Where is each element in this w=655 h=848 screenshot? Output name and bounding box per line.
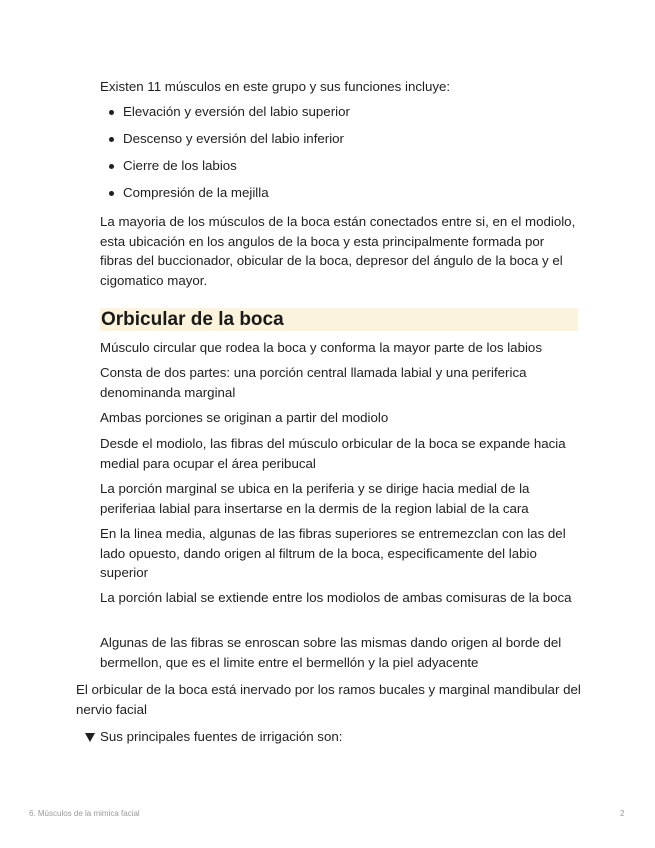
functions-list: [100, 102, 560, 210]
section-paragraph: En la linea media, algunas de las fibras superiores se entremezclan con las del lado opuesto, dando origen al filtrum de la boca, especificamente del labio superior: [100, 526, 566, 580]
list-item: Elevación y eversión del labio superior: [100, 102, 560, 129]
section-paragraph: Ambas porciones se originan a partir del modiolo: [100, 410, 389, 425]
intro-text: Existen 11 músculos en este grupo y sus funciones incluye:: [100, 79, 451, 94]
list-item: Cierre de los labios: [100, 156, 560, 183]
footer-document-title: 6. Músculos de la mimica facial: [29, 809, 140, 818]
section-paragraph: Consta de dos partes: una porción central llamada labial y una periferica denominanda marginal: [100, 365, 527, 400]
modiolo-paragraph: La mayoria de los músculos de la boca están conectados entre si, en el modiolo, esta ubicación en los angulos de la boca y esta principalmente formada por fibras del buccionador, obicular de la boca, depresor del ángulo de la boca y el cigomatico mayor.: [100, 214, 576, 288]
section-paragraph: La porción labial se extiende entre los modiolos de ambas comisuras de la boca: [100, 590, 572, 605]
footer-page-number: 2: [620, 809, 625, 818]
section-paragraph: La porción marginal se ubica en la periferia y se dirige hacia medial de la periferiaa labial para insertarse en la dermis de la region labial de la cara: [100, 481, 530, 516]
innervation-paragraph: El orbicular de la boca está inervado por los ramos bucales y marginal mandibular del nervio facial: [76, 682, 581, 717]
section-heading-highlight: [100, 308, 578, 331]
triangle-down-icon[interactable]: [85, 733, 95, 742]
section-paragraph: Desde el modiolo, las fibras del músculo orbicular de la boca se expande hacia medial para ocupar el área peribucal: [100, 436, 566, 471]
section-heading: Orbicular de la boca: [101, 309, 284, 330]
irrigation-toggle[interactable]: [85, 727, 342, 747]
section-paragraph: Músculo circular que rodea la boca y conforma la mayor parte de los labios: [100, 340, 542, 355]
list-item: Descenso y eversión del labio inferior: [100, 129, 560, 156]
toggle-label: Sus principales fuentes de irrigación son:: [100, 729, 343, 744]
section-paragraph: Algunas de las fibras se enroscan sobre las mismas dando origen al borde del bermellon, que es el limite entre el bermellón y la piel adyacente: [100, 635, 562, 670]
list-item: Compresión de la mejilla: [100, 183, 560, 210]
